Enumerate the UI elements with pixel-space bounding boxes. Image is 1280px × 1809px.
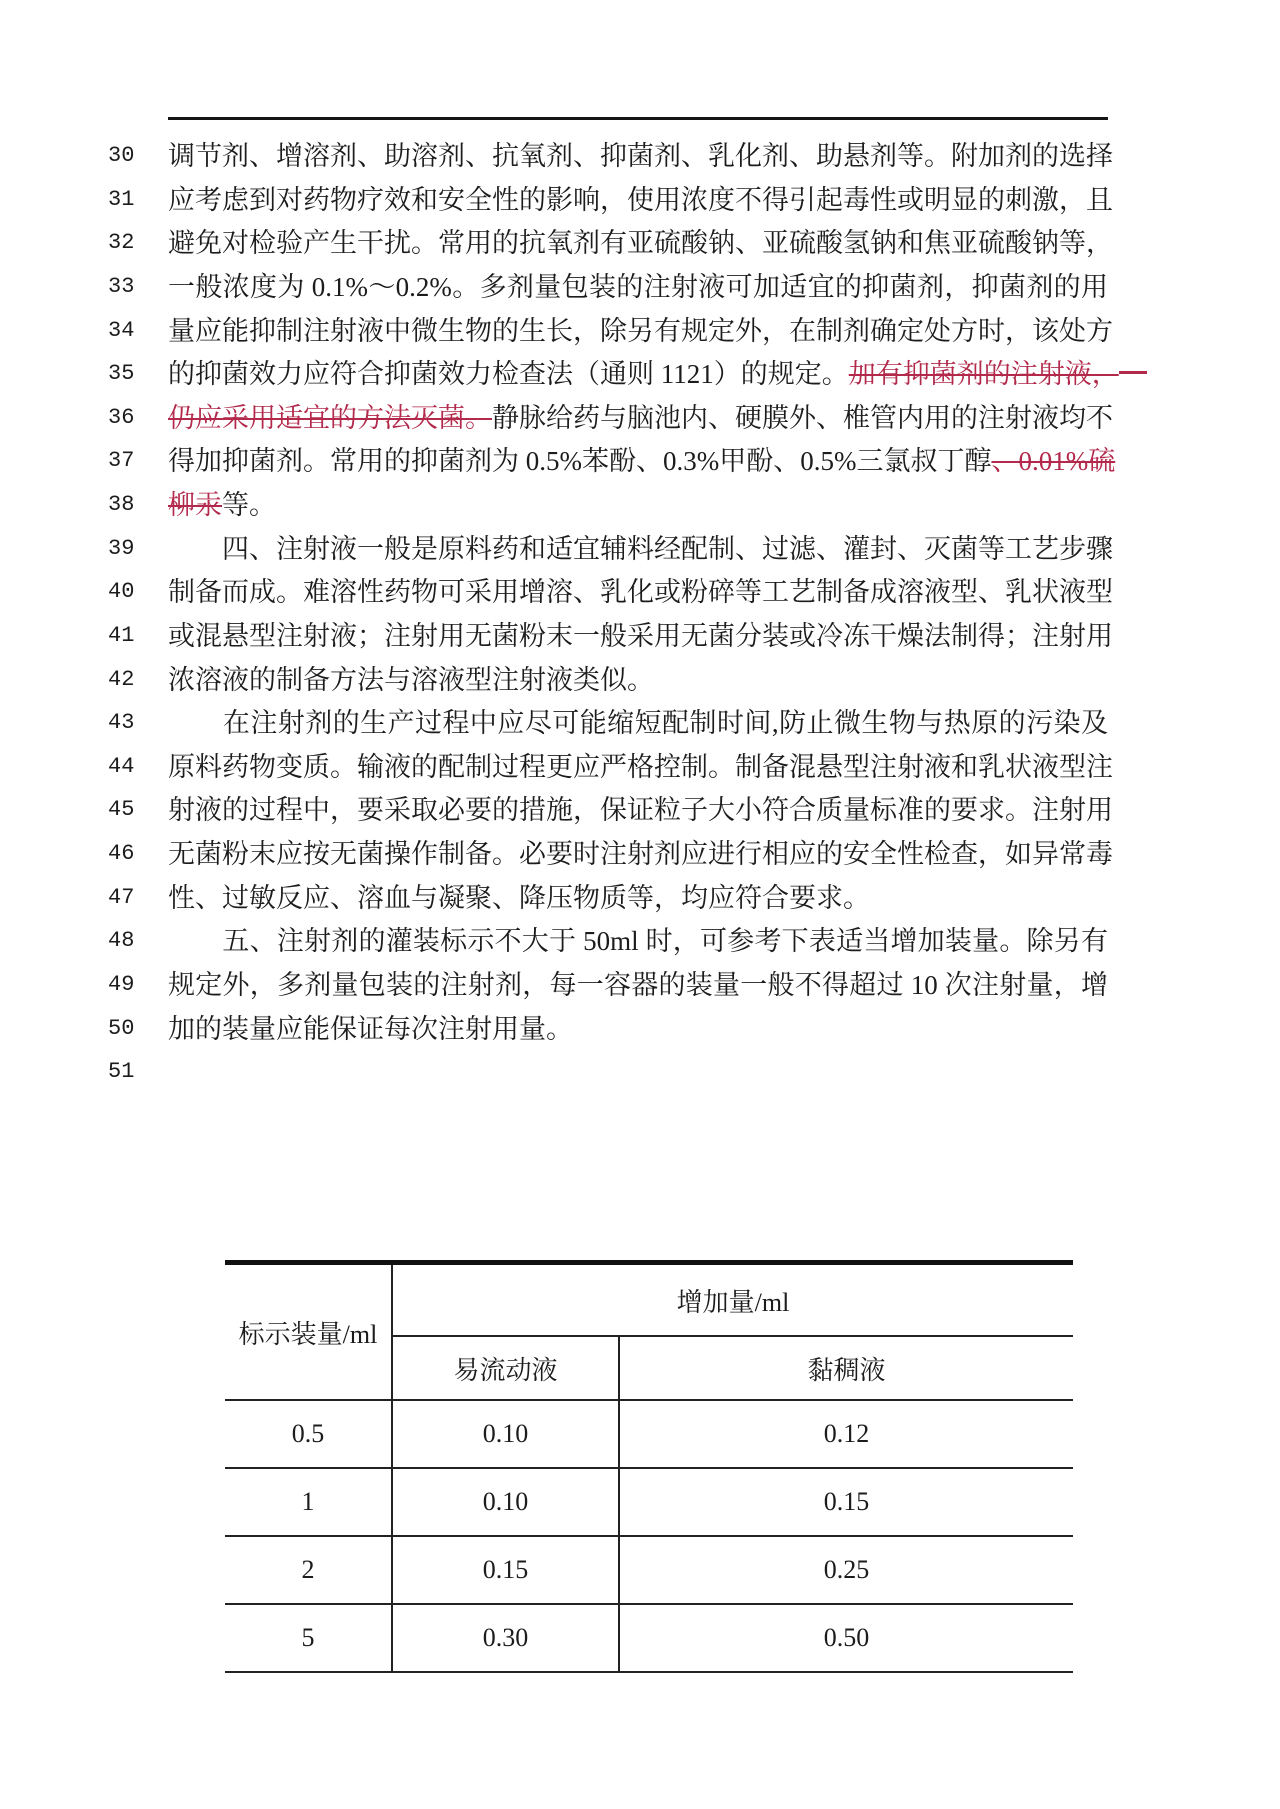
document-line bbox=[0, 483, 1280, 527]
document-line bbox=[0, 439, 1280, 483]
line-number: 42 bbox=[108, 666, 135, 692]
line-text bbox=[168, 745, 1113, 789]
document-line bbox=[0, 396, 1280, 440]
line-number: 46 bbox=[108, 841, 135, 867]
line-number: 38 bbox=[108, 492, 135, 518]
line-number: 39 bbox=[108, 535, 135, 561]
document-line bbox=[0, 701, 1280, 745]
line-number: 36 bbox=[108, 404, 135, 430]
line-number: 34 bbox=[108, 317, 135, 343]
line-number: 49 bbox=[108, 971, 135, 997]
line-number: 32 bbox=[108, 230, 135, 256]
line-number: 47 bbox=[108, 884, 135, 910]
line-number: 37 bbox=[108, 448, 135, 474]
body-text: 量应能抑制注射液中微生物的生长，除另有规定外，在制剂确定处方时，该处方 bbox=[168, 315, 1113, 346]
line-text bbox=[168, 614, 1113, 658]
deleted-text: 仍应采用适宜的方法灭菌。 bbox=[168, 402, 492, 433]
body-text: 规定外，多剂量包装的注射剂，每一容器的装量一般不得超过 10 次注射量，增 bbox=[168, 969, 1108, 1000]
table-header-added-volume: 增加量/ml bbox=[392, 1263, 1073, 1337]
deleted-text: 柳汞 bbox=[168, 490, 222, 521]
line-text bbox=[168, 1007, 1108, 1051]
document-line bbox=[0, 832, 1280, 876]
table-cell: 0.15 bbox=[392, 1536, 619, 1604]
line-number: 41 bbox=[108, 622, 135, 648]
body-text: 应考虑到对药物疗效和安全性的影响，使用浓度不得引起毒性或明显的刺激，且 bbox=[168, 184, 1113, 215]
table-header-row-1 bbox=[225, 1263, 1073, 1337]
body-text: 性、过敏反应、溶血与凝聚、降压物质等，均应符合要求。 bbox=[168, 882, 870, 913]
body-text: 无菌粉末应按无菌操作制备。必要时注射剂应进行相应的安全性检查，如异常毒 bbox=[168, 839, 1113, 870]
deleted-text: 、0.01%硫 bbox=[991, 446, 1116, 477]
line-number: 33 bbox=[108, 273, 135, 299]
line-text bbox=[168, 265, 1108, 309]
line-text bbox=[168, 396, 1113, 440]
document-line bbox=[0, 876, 1280, 920]
document-line bbox=[0, 352, 1280, 396]
body-text: 制备而成。难溶性药物可采用增溶、乳化或粉碎等工艺制备成溶液型、乳状液型 bbox=[168, 577, 1113, 608]
table-cell: 0.12 bbox=[619, 1400, 1073, 1468]
table-row bbox=[225, 1604, 1073, 1672]
table-cell: 0.25 bbox=[619, 1536, 1073, 1604]
table-cell: 0.30 bbox=[392, 1604, 619, 1672]
document-line bbox=[0, 788, 1280, 832]
line-text bbox=[168, 963, 1108, 1007]
line-number: 51 bbox=[108, 1059, 135, 1085]
table-body bbox=[225, 1400, 1073, 1672]
fill-volume-table bbox=[225, 1260, 1073, 1673]
line-text bbox=[168, 483, 1108, 527]
line-text bbox=[168, 178, 1113, 222]
table-cell: 5 bbox=[225, 1604, 392, 1672]
line-number: 35 bbox=[108, 361, 135, 387]
line-number: 48 bbox=[108, 928, 135, 954]
header-rule bbox=[168, 117, 1108, 120]
document-line bbox=[0, 178, 1280, 222]
document-line bbox=[0, 963, 1280, 1007]
table-cell: 0.10 bbox=[392, 1400, 619, 1468]
body-text: 等。 bbox=[222, 490, 276, 521]
line-number: 45 bbox=[108, 797, 135, 823]
line-number: 50 bbox=[108, 1015, 135, 1041]
line-text bbox=[168, 527, 1113, 571]
line-text bbox=[168, 309, 1113, 353]
line-text bbox=[168, 570, 1113, 614]
table-cell: 0.5 bbox=[225, 1400, 392, 1468]
deleted-text: 加有抑菌剂的注射液， bbox=[848, 359, 1119, 390]
body-text: 射液的过程中，要采取必要的措施，保证粒子大小符合质量标准的要求。注射用 bbox=[168, 795, 1113, 826]
line-number: 44 bbox=[108, 753, 135, 779]
body-text: 的抑菌效力应符合抑菌效力检查法（通则 1121）的规定。 bbox=[168, 359, 849, 390]
document-line bbox=[0, 1007, 1280, 1051]
table-header-labeled-volume: 标示装量/ml bbox=[225, 1263, 392, 1401]
document-line bbox=[0, 527, 1280, 571]
document-line bbox=[0, 658, 1280, 702]
table-row bbox=[225, 1468, 1073, 1536]
line-text bbox=[168, 221, 1113, 265]
table-subheader-viscous-liquid: 黏稠液 bbox=[619, 1336, 1073, 1400]
document-line bbox=[0, 570, 1280, 614]
body-text: 一般浓度为 0.1%～0.2%。多剂量包装的注射液可加适宜的抑菌剂，抑菌剂的用 bbox=[168, 271, 1108, 302]
body-text: 浓溶液的制备方法与溶液型注射液类似。 bbox=[168, 664, 654, 695]
line-text bbox=[168, 788, 1113, 832]
body-text: 调节剂、增溶剂、助溶剂、抗氧剂、抑菌剂、乳化剂、助悬剂等。附加剂的选择 bbox=[168, 141, 1113, 171]
body-text: 原料药物变质。输液的配制过程更应严格控制。制备混悬型注射液和乳状液型注 bbox=[168, 751, 1113, 782]
line-number: 30 bbox=[108, 143, 135, 168]
line-text bbox=[168, 134, 1113, 178]
table-row bbox=[225, 1400, 1073, 1468]
line-text bbox=[168, 832, 1113, 876]
document-line bbox=[0, 221, 1280, 265]
document-line bbox=[0, 614, 1280, 658]
line-text bbox=[168, 919, 1108, 963]
line-number: 43 bbox=[108, 710, 135, 736]
document-line bbox=[0, 265, 1280, 309]
document-line bbox=[0, 134, 1280, 178]
table-row bbox=[225, 1536, 1073, 1604]
line-number: 40 bbox=[108, 579, 135, 605]
line-text bbox=[168, 876, 1108, 920]
body-text: 或混悬型注射液；注射用无菌粉末一般采用无菌分装或冷冻干燥法制得；注射用 bbox=[168, 620, 1113, 651]
line-text bbox=[168, 352, 1119, 396]
document-line bbox=[0, 919, 1280, 963]
table-cell: 0.50 bbox=[619, 1604, 1073, 1672]
body-text: 五、注射剂的灌装标示不大于 50ml 时，可参考下表适当增加装量。除另有 bbox=[168, 926, 1108, 957]
table-cell: 0.15 bbox=[619, 1468, 1073, 1536]
line-text bbox=[168, 701, 1108, 745]
body-text: 静脉给药与脑池内、硬膜外、椎管内用的注射液均不 bbox=[492, 402, 1113, 433]
line-text bbox=[168, 439, 1116, 483]
line-number: 31 bbox=[108, 186, 135, 212]
body-text: 四、注射液一般是原料药和适宜辅料经配制、过滤、灌封、灭菌等工艺步骤 bbox=[168, 533, 1113, 564]
body-text: 在注射剂的生产过程中应尽可能缩短配制时间,防止微生物与热原的污染及 bbox=[168, 708, 1108, 739]
document-line bbox=[0, 745, 1280, 789]
strikethrough-tail bbox=[1119, 371, 1147, 374]
line-text bbox=[168, 658, 1108, 702]
table-cell: 2 bbox=[225, 1536, 392, 1604]
document-line bbox=[0, 1050, 1280, 1094]
document-line bbox=[0, 309, 1280, 353]
table-cell: 1 bbox=[225, 1468, 392, 1536]
body-text: 得加抑菌剂。常用的抑菌剂为 0.5%苯酚、0.3%甲酚、0.5%三氯叔丁醇 bbox=[168, 446, 992, 477]
table-cell: 0.10 bbox=[392, 1468, 619, 1536]
body-text: 加的装量应能保证每次注射用量。 bbox=[168, 1013, 573, 1044]
table-subheader-mobile-liquid: 易流动液 bbox=[392, 1336, 619, 1400]
body-text: 避免对检验产生干扰。常用的抗氧剂有亚硫酸钠、亚硫酸氢钠和焦亚硫酸钠等， bbox=[168, 228, 1113, 259]
